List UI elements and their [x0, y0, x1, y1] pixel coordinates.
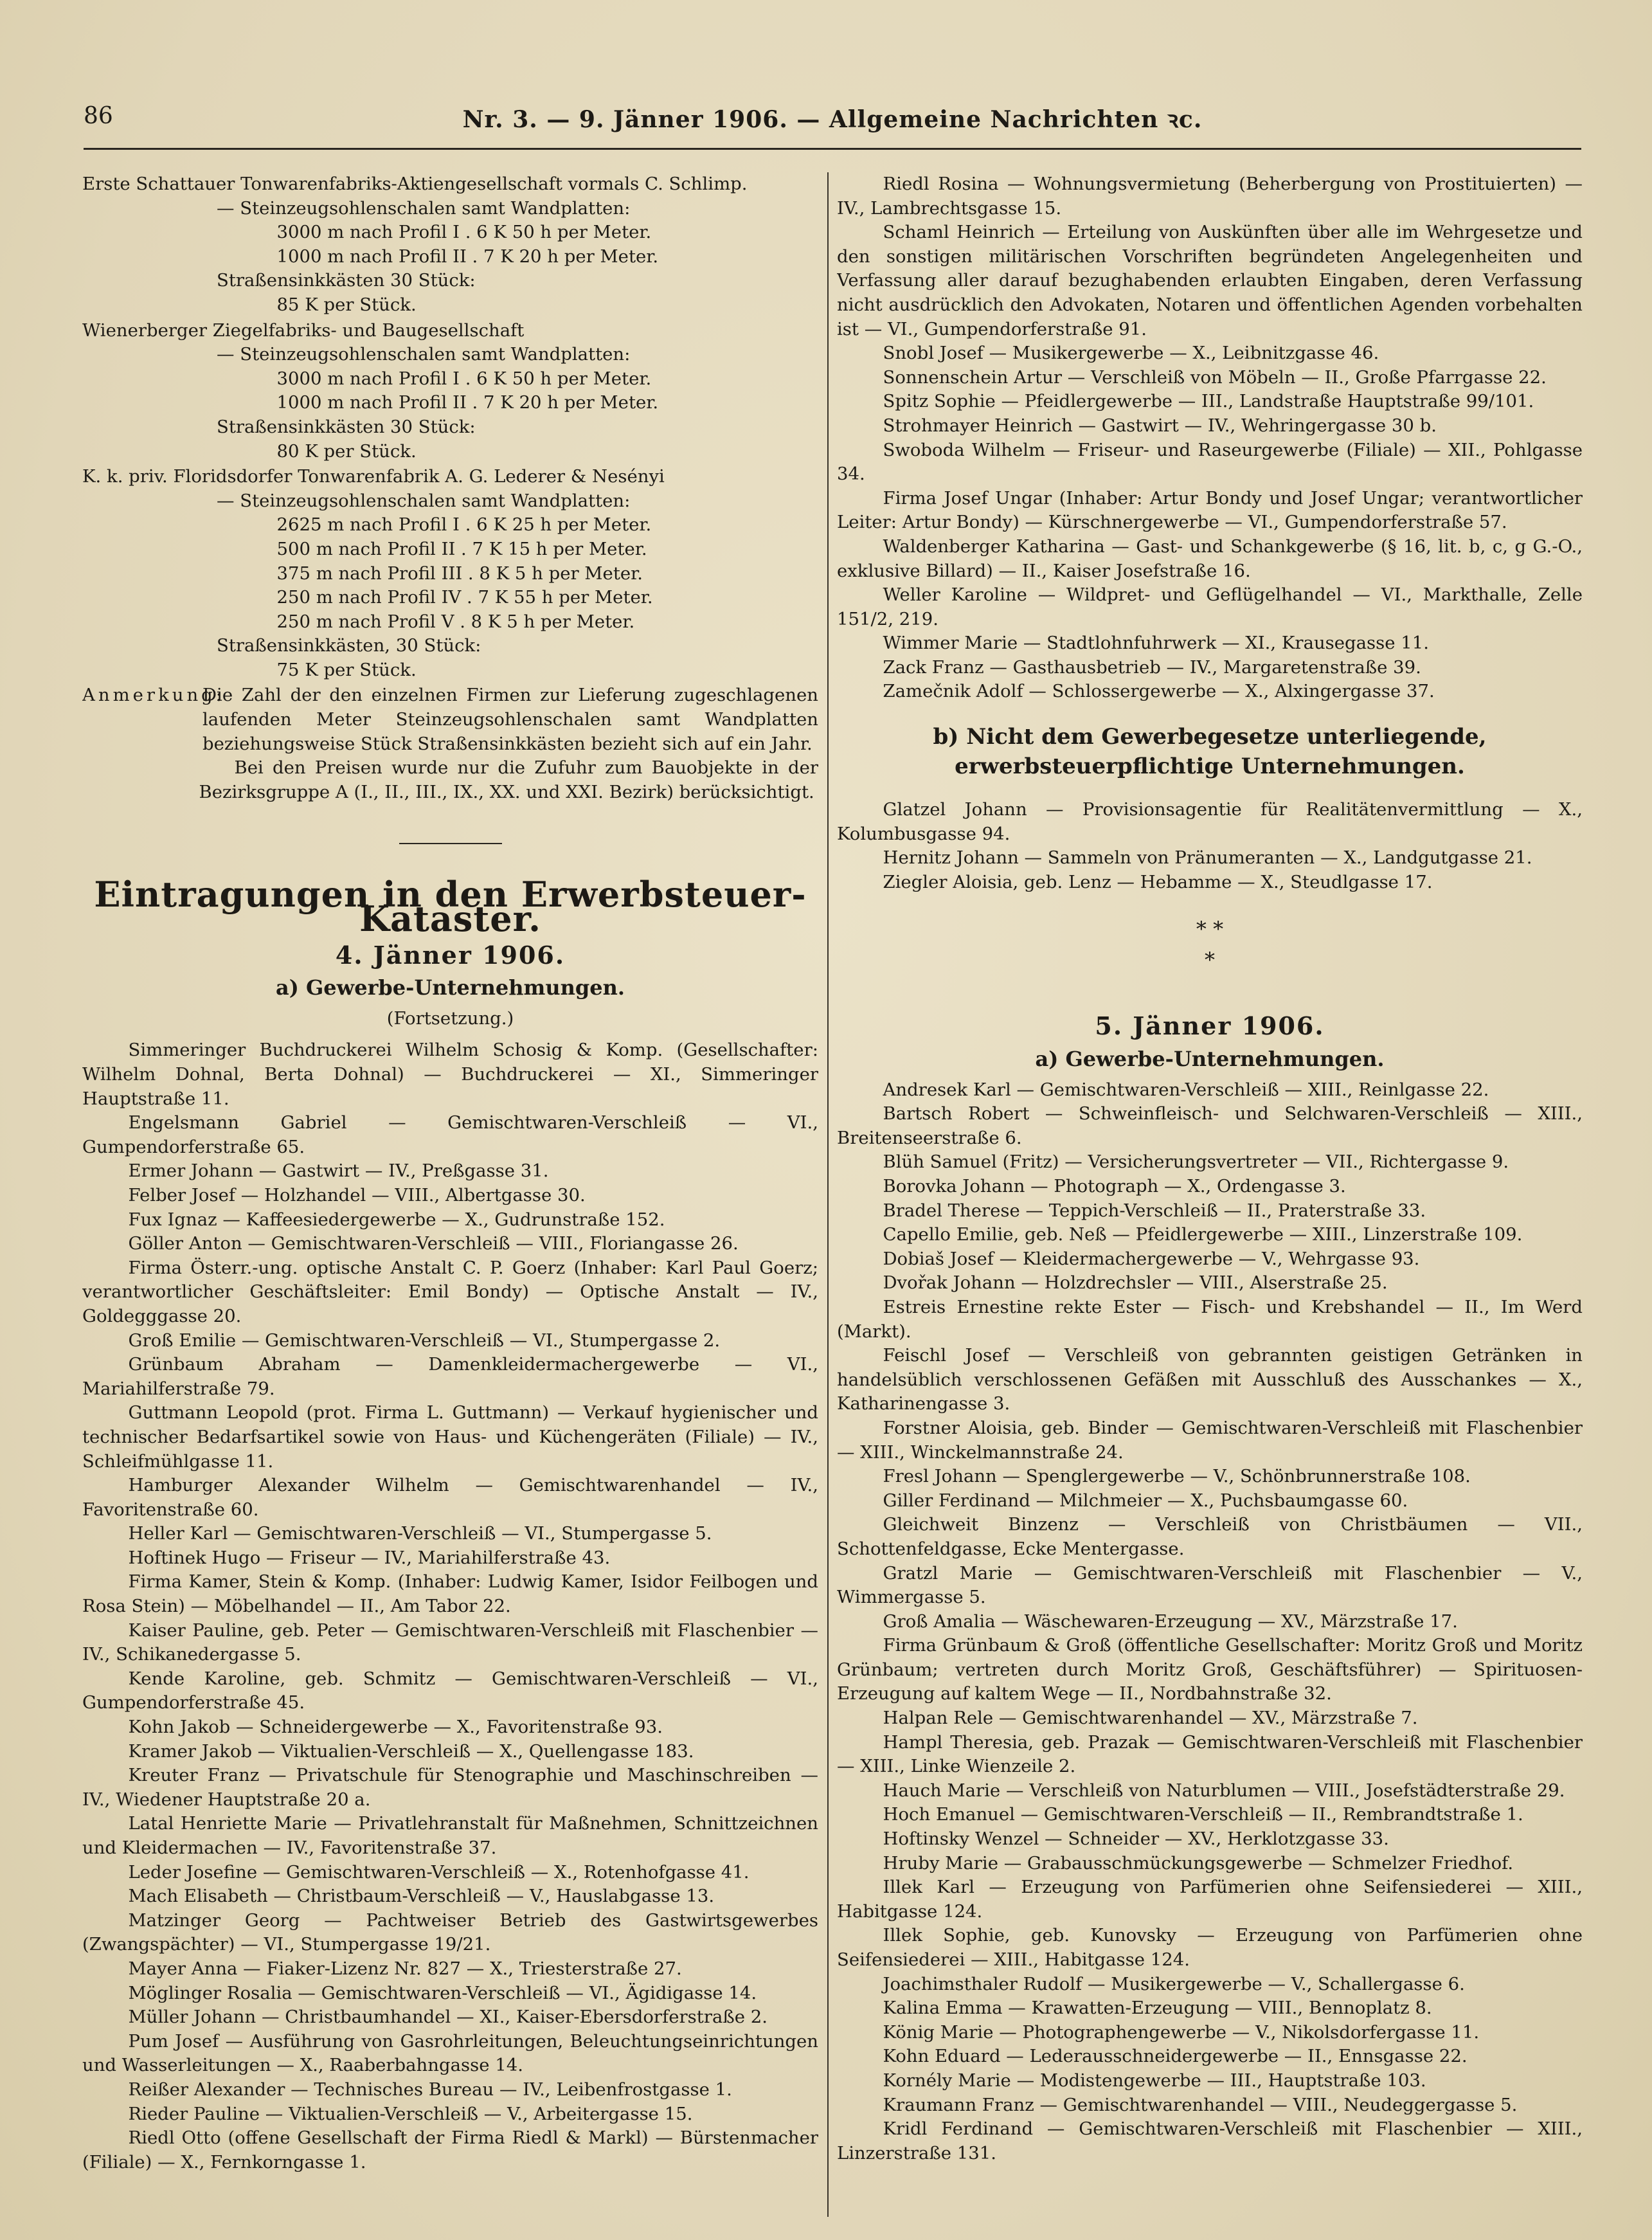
register-entry: Hauch Marie — Verschleiß von Naturblumen — VIII., Josefstädterstraße 29.: [883, 1780, 1565, 1801]
firm-sub: Straßensinkkästen 30 Stück:: [217, 416, 476, 437]
firm-value: 3000 m nach Profil I . 6 K 50 h per Meter.: [276, 368, 652, 389]
register-entry: Sonnenschein Artur — Verschleiß von Möbeln — II., Große Pfarrgasse 22.: [883, 366, 1547, 388]
register-entry: Weller Karoline — Wildpret- und Geflügelhandel — VI., Markthalle, Zelle 151/2, 219.: [837, 584, 1583, 629]
register-entry: Reißer Alexander — Technisches Bureau — IV., Leibenfrostgasse 1.: [128, 2079, 732, 2100]
register-entry: Kalina Emma — Krawatten-Erzeugung — VIII., Bennoplatz 8.: [883, 1998, 1432, 2019]
register-entry: Grünbaum Abraham — Damenkleidermachergewerbe — VI., Mariahilferstraße 79.: [82, 1354, 818, 1399]
register-entry: Müller Johann — Christbaumhandel — XI., Kaiser-Ebersdorferstraße 2.: [128, 2007, 768, 2028]
register-entry: Kende Karoline, geb. Schmitz — Gemischtwaren-Verschleiß — VI., Gumpendorferstraße 45.: [82, 1668, 818, 1713]
entry-list: [837, 172, 1583, 704]
register-entry: Kraumann Franz — Gemischtwarenhandel — VIII., Neudeggergasse 5.: [883, 2094, 1518, 2115]
register-entry: Zamečnik Adolf — Schlossergewerbe — X., Alxingergasse 37.: [883, 681, 1435, 702]
register-entry: Capello Emilie, geb. Neß — Pfeidlergewerbe — XIII., Linzerstraße 109.: [883, 1224, 1523, 1245]
register-entry: Kohn Eduard — Lederausschneidergewerbe — II., Ennsgasse 22.: [883, 2046, 1468, 2067]
remark-text: Die Zahl der den einzelnen Firmen zur Lieferung zugeschlagenen laufenden Meter Steinzeugsohlenschalen samt Wandplatten beziehungsweise Stück Straßensinkkästen bezieht sich auf ein Jahr.: [202, 685, 818, 754]
register-entry: Firma Grünbaum & Groß (öffentliche Gesellschafter: Moritz Groß und Moritz Grünbaum; vertreten durch Moritz Groß, Geschäftsführer) — Spirituosen-Erzeugung auf kaltem Wege — II., Nordbahnstraße 32.: [837, 1635, 1583, 1704]
register-entry: Firma Josef Ungar (Inhaber: Artur Bondy und Josef Ungar; verantwortlicher Leiter: Artur Bondy) — Kürschnergewerbe — VI., Gumpendorferstraße 57.: [837, 487, 1583, 533]
register-entry: Kohn Jakob — Schneidergewerbe — X., Favoritenstraße 93.: [128, 1717, 663, 1738]
register-entry: Heller Karl — Gemischtwaren-Verschleiß — VI., Stumpergasse 5.: [128, 1523, 712, 1544]
register-entry: Groß Emilie — Gemischtwaren-Verschleiß — VI., Stumpergasse 2.: [128, 1330, 721, 1351]
firm-block: [82, 319, 818, 464]
register-entry: Illek Karl — Erzeugung von Parfümerien ohne Seifensiederei — XIII., Habitgasse 124.: [837, 1877, 1583, 1922]
register-entry: Joachimsthaler Rudolf — Musikergewerbe — V., Schallergasse 6.: [883, 1973, 1465, 1994]
asterism: * * *: [1196, 917, 1224, 973]
section-b-heading: b) Nicht dem Gewerbegesetze unterliegende, erwerbsteuerpflichtige Unternehmungen.: [933, 724, 1487, 780]
continuation-note: (Fortsetzung.): [386, 1007, 514, 1029]
register-entry: Riedl Otto (offene Gesellschaft der Firma Riedl & Markl) — Bürstenmacher (Filiale) — X., Fernkorngasse 1.: [82, 2127, 818, 2172]
firm-sub: Straßensinkkästen 30 Stück:: [217, 270, 476, 291]
register-entry: Felber Josef — Holzhandel — VIII., Albertgasse 30.: [128, 1184, 586, 1206]
register-entry: Hernitz Johann — Sammeln von Pränumeranten — X., Landgutgasse 21.: [883, 847, 1532, 869]
main-title: Eintragungen in den Erwerbsteuer-Kataster.: [94, 874, 807, 940]
register-entry: Hruby Marie — Grabausschmückungsgewerbe — Schmelzer Friedhof.: [883, 1852, 1514, 1874]
register-entry: Pum Josef — Ausführung von Gasrohrleitungen, Beleuchtungseinrichtungen und Wasserleitungen — X., Raaberbahngasse 14.: [82, 2030, 818, 2076]
entry-list: [82, 1038, 818, 2174]
register-entry: Möglinger Rosalia — Gemischtwaren-Verschleiß — VI., Ägidigasse 14.: [128, 1982, 757, 2003]
firm-block: [82, 465, 818, 682]
firm-name: K. k. priv. Floridsdorfer Tonwarenfabrik A. G. Lederer & Nesényi: [82, 466, 665, 487]
firm-value: 1000 m nach Profil II . 7 K 20 h per Meter.: [276, 392, 659, 413]
remark-label: Anmerkung:: [82, 685, 226, 706]
register-entry: Borovka Johann — Photograph — X., Ordengasse 3.: [883, 1176, 1346, 1197]
register-entry: Illek Sophie, geb. Kunovsky — Erzeugung von Parfümerien ohne Seifensiederei — XIII., Habitgasse 124.: [837, 1925, 1583, 1970]
firm-sub: Straßensinkkästen, 30 Stück:: [217, 635, 481, 656]
left-column: [82, 172, 818, 2217]
firm-sub: — Steinzeugsohlenschalen samt Wandplatten:: [217, 197, 631, 219]
register-entry: Simmeringer Buchdruckerei Wilhelm Schosig & Komp. (Gesellschafter: Wilhelm Dohnal, Berta Dohnal) — Buchdruckerei — XI., Simmeringer Hauptstraße 11.: [82, 1040, 818, 1109]
register-entry: Riedl Rosina — Wohnungsvermietung (Beherbergung von Prostituierten) — IV., Lambrechtsgasse 15.: [837, 174, 1583, 219]
register-entry: Matzinger Georg — Pachtweiser Betrieb des Gastwirtsgewerbes (Zwangspächter) — VI., Stumpergasse 19/21.: [82, 1910, 818, 1955]
column-divider: [827, 172, 829, 2217]
register-entry: Gratzl Marie — Gemischtwaren-Verschleiß mit Flaschenbier — V., Wimmergasse 5.: [837, 1562, 1583, 1608]
register-entry: Wimmer Marie — Stadtlohnfuhrwerk — XI., Krausegasse 11.: [883, 633, 1430, 654]
date-heading: 4. Jänner 1906.: [335, 940, 566, 970]
register-entry: Hampl Theresia, geb. Prazak — Gemischtwaren-Verschleiß mit Flaschenbier — XIII., Linke Wienzeile 2.: [837, 1731, 1583, 1777]
firm-value: 500 m nach Profil II . 7 K 15 h per Meter.: [276, 538, 647, 559]
firm-block: [82, 172, 818, 318]
register-entry: Kridl Ferdinand — Gemischtwaren-Verschleiß mit Flaschenbier — XIII., Linzerstraße 131.: [837, 2118, 1583, 2163]
register-entry: Halpan Rele — Gemischtwarenhandel — XV., Märzstraße 7.: [883, 1708, 1418, 1729]
register-entry: Feischl Josef — Verschleiß von gebrannten geistigen Getränken in handelsüblich verschlossenen Gefäßen mit Ausschluß des Ausschankes — X., Katharinengasse 3.: [837, 1345, 1583, 1414]
register-entry: Fresl Johann — Spenglergewerbe — V., Schönbrunnerstraße 108.: [883, 1466, 1471, 1487]
register-entry: Dvořak Johann — Holzdrechsler — VIII., Alserstraße 25.: [883, 1272, 1388, 1294]
remark: [82, 683, 818, 756]
firm-value: 2625 m nach Profil I . 6 K 25 h per Meter.: [276, 514, 652, 536]
register-entry: König Marie — Photographengewerbe — V., Nikolsdorfergasse 11.: [883, 2021, 1480, 2043]
register-entry: Schaml Heinrich — Erteilung von Auskünften über alle im Wehrgesetze und den sonstigen militärischen Vorschriften begründeten Angelegenheiten und Verfassung aller darauf bezughabenden erlaubten Eingaben, deren Verfassung nicht ausdrücklich den Advokaten, Notaren und öffentlichen Agenden vorbehalten ist — VI., Gumpendorferstraße 91.: [837, 222, 1583, 339]
section-rule: [399, 843, 502, 844]
firm-name: Wienerberger Ziegelfabriks- und Baugesellschaft: [82, 320, 525, 341]
firm-value: 250 m nach Profil IV . 7 K 55 h per Meter.: [276, 587, 653, 608]
register-entry: Snobl Josef — Musikergewerbe — X., Leibnitzgasse 46.: [883, 343, 1379, 364]
register-entry: Blüh Samuel (Fritz) — Versicherungsvertreter — VII., Richtergasse 9.: [883, 1152, 1509, 1173]
register-entry: Rieder Pauline — Viktualien-Verschleiß — V., Arbeitergasse 15.: [128, 2103, 693, 2124]
register-entry: Kreuter Franz — Privatschule für Stenographie und Maschinschreiben — IV., Wiedener Hauptstraße 20 a.: [82, 1765, 818, 1810]
register-entry: Gleichweit Binzenz — Verschleiß von Christbäumen — VII., Schottenfeldgasse, Ecke Mentergasse.: [837, 1514, 1583, 1559]
register-entry: Guttmann Leopold (prot. Firma L. Guttmann) — Verkauf hygienischer und technischer Bedarfsartikel sowie von Haus- und Küchengeräten (Filiale) — IV., Schleifmühlgasse 11.: [82, 1402, 818, 1472]
firm-sub: — Steinzeugsohlenschalen samt Wandplatten:: [217, 490, 631, 511]
remark-text-2: Bei den Preisen wurde nur die Zufuhr zum Bauobjekte in der Bezirksgruppe A (I., II., III., IX., XX. und XXI. Bezirk) berücksichtigt.: [199, 757, 818, 802]
register-entry: Forstner Aloisia, geb. Binder — Gemischtwaren-Verschleiß mit Flaschenbier — XIII., Winckelmannstraße 24.: [837, 1417, 1583, 1463]
register-entry: Ziegler Aloisia, geb. Lenz — Hebamme — X., Steudlgasse 17.: [883, 871, 1433, 892]
firm-value: 250 m nach Profil V . 8 K 5 h per Meter.: [276, 611, 635, 632]
register-entry: Kaiser Pauline, geb. Peter — Gemischtwaren-Verschleiß mit Flaschenbier — IV., Schikanedergasse 5.: [82, 1620, 818, 1665]
register-entry: Kornély Marie — Modistengewerbe — III., Hauptstraße 103.: [883, 2070, 1426, 2091]
firm-value: 75 K per Stück.: [276, 659, 417, 680]
firm-value: 3000 m nach Profil I . 6 K 50 h per Meter.: [276, 222, 652, 243]
register-entry: Giller Ferdinand — Milchmeier — X., Puchsbaumgasse 60.: [883, 1490, 1408, 1511]
register-entry: Firma Österr.-ung. optische Anstalt C. P. Goerz (Inhaber: Karl Paul Goerz; verantwortlicher Geschäftsleiter: Emil Bondy) — Optische Anstalt — IV., Goldegggasse 20.: [82, 1257, 818, 1326]
register-entry: Bartsch Robert — Schweinfleisch- und Selchwaren-Verschleiß — XIII., Breitenseerstraße 6.: [837, 1103, 1583, 1148]
entry-list: [837, 1078, 1583, 2166]
register-entry: Spitz Sophie — Pfeidlergewerbe — III., Landstraße Hauptstraße 99/101.: [883, 391, 1534, 412]
register-entry: Mach Elisabeth — Christbaum-Verschleiß — V., Hauslabgasse 13.: [128, 1886, 715, 1907]
firm-value: 1000 m nach Profil II . 7 K 20 h per Meter.: [276, 246, 659, 267]
firm-value: 85 K per Stück.: [276, 294, 417, 315]
register-entry: Kramer Jakob — Viktualien-Verschleiß — X., Quellengasse 183.: [128, 1740, 694, 1762]
running-title: Nr. 3. — 9. Jänner 1906. — Allgemeine Nachrichten ꝛc.: [462, 106, 1203, 133]
register-entry: Strohmayer Heinrich — Gastwirt — IV., Wehringergasse 30 b.: [883, 415, 1437, 436]
register-entry: Fux Ignaz — Kaffeesiedergewerbe — X., Gudrunstraße 152.: [128, 1209, 665, 1230]
register-entry: Dobiaš Josef — Kleidermachergewerbe — V., Wehrgasse 93.: [883, 1248, 1420, 1269]
entry-list: [837, 798, 1583, 894]
register-entry: Groß Amalia — Wäschewaren-Erzeugung — XV., Märzstraße 17.: [883, 1611, 1458, 1632]
register-entry: Hoftinsky Wenzel — Schneider — XV., Herklotzgasse 33.: [883, 1829, 1389, 1850]
date-heading: 5. Jänner 1906.: [1095, 1011, 1325, 1041]
register-entry: Glatzel Johann — Provisionsagentie für Realitätenvermittlung — X., Kolumbusgasse 94.: [837, 799, 1583, 844]
header-rule: [84, 148, 1581, 150]
register-entry: Latal Henriette Marie — Privatlehranstalt für Maßnehmen, Schnittzeichnen und Kleidermachen — IV., Favoritenstraße 37.: [82, 1813, 818, 1858]
register-entry: Andresek Karl — Gemischtwaren-Verschleiß — XIII., Reinlgasse 22.: [883, 1079, 1489, 1100]
firm-value: 80 K per Stück.: [276, 440, 417, 462]
firm-name: Erste Schattauer Tonwarenfabriks-Aktiengesellschaft vormals C. Schlimp.: [82, 174, 748, 194]
register-entry: Hoch Emanuel — Gemischtwaren-Verschleiß — II., Rembrandtstraße 1.: [883, 1804, 1523, 1825]
register-entry: Estreis Ernestine rekte Ester — Fisch- und Krebshandel — II., Im Werd (Markt).: [837, 1296, 1583, 1342]
firm-sub: — Steinzeugsohlenschalen samt Wandplatten:: [217, 344, 631, 365]
register-entry: Swoboda Wilhelm — Friseur- und Raseurgewerbe (Filiale) — XII., Pohlgasse 34.: [837, 439, 1583, 485]
register-entry: Göller Anton — Gemischtwaren-Verschleiß — VIII., Floriangasse 26.: [128, 1233, 739, 1254]
register-entry: Ermer Johann — Gastwirt — IV., Preßgasse 31.: [128, 1161, 549, 1182]
page-header: [84, 103, 1581, 141]
section-heading: a) Gewerbe-Unternehmungen.: [275, 975, 625, 1000]
register-entry: Zack Franz — Gasthausbetrieb — IV., Margaretenstraße 39.: [883, 656, 1421, 678]
right-column: [837, 172, 1583, 2217]
register-entry: Hoftinek Hugo — Friseur — IV., Mariahilferstraße 43.: [128, 1547, 611, 1568]
register-entry: Waldenberger Katharina — Gast- und Schankgewerbe (§ 16, lit. b, c, g G.-O., exklusive Billard) — II., Kaiser Josefstraße 16.: [837, 536, 1583, 581]
register-entry: Mayer Anna — Fiaker-Lizenz Nr. 827 — X., Triesterstraße 27.: [128, 1958, 682, 1979]
page-number: 86: [84, 103, 113, 129]
register-entry: Firma Kamer, Stein & Komp. (Inhaber: Ludwig Kamer, Isidor Feilbogen und Rosa Stein) — Möbelhandel — II., Am Tabor 22.: [82, 1571, 818, 1617]
register-entry: Engelsmann Gabriel — Gemischtwaren-Verschleiß — VI., Gumpendorferstraße 65.: [82, 1112, 818, 1157]
register-entry: Hamburger Alexander Wilhelm — Gemischtwarenhandel — IV., Favoritenstraße 60.: [82, 1475, 818, 1520]
register-entry: Leder Josefine — Gemischtwaren-Verschleiß — X., Rotenhofgasse 41.: [128, 1861, 750, 1883]
register-entry: Bradel Therese — Teppich-Verschleiß — II., Praterstraße 33.: [883, 1200, 1426, 1221]
section-heading: a) Gewerbe-Unternehmungen.: [1035, 1047, 1385, 1072]
firm-value: 375 m nach Profil III . 8 K 5 h per Meter.: [276, 563, 643, 584]
